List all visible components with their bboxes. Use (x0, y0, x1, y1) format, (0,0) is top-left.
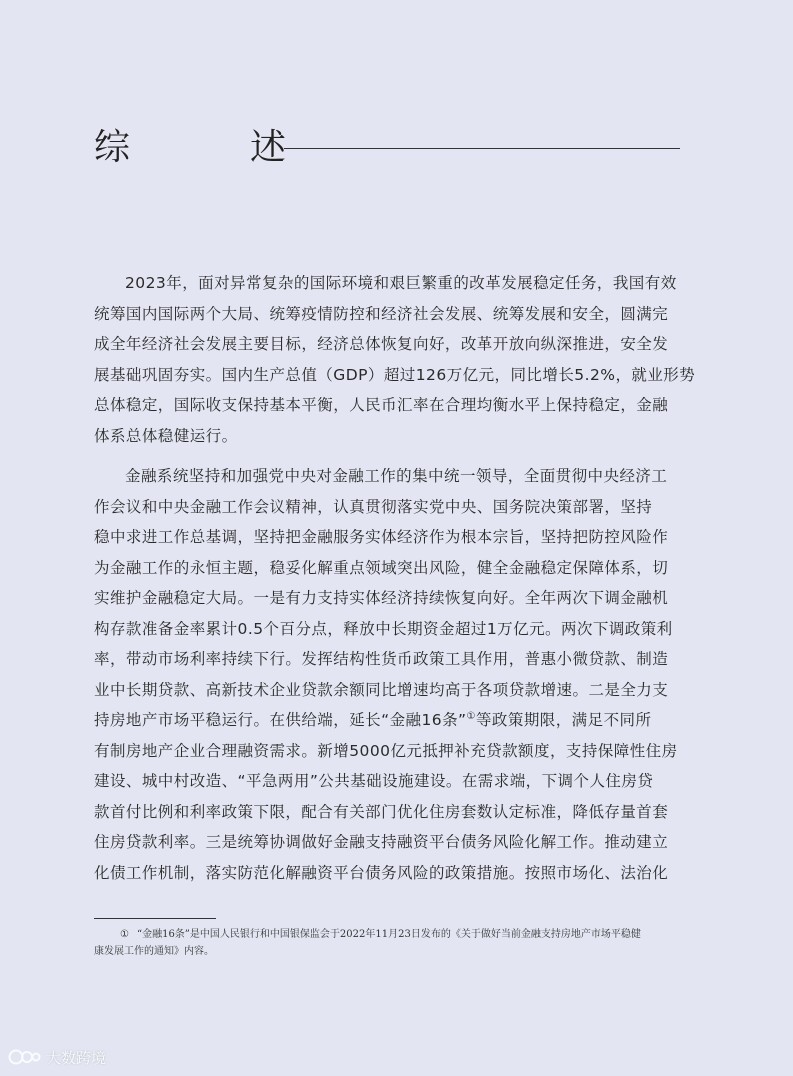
paragraph-line: 款首付比例和利率政策下限，配合有关部门优化住房套数认定标准，降低存量首套 (94, 802, 669, 821)
watermark-logo-icon (8, 1046, 42, 1068)
paragraph-line: 稳中求进工作总基调，坚持把金融服务实体经济作为根本宗旨，坚持把防控风险作 (94, 528, 669, 546)
footnote-rule (94, 918, 216, 919)
paragraph-line: 实维护金融稳定大局。一是有力支持实体经济持续恢复向好。全年两次下调金融机 (94, 589, 669, 607)
title-rule (284, 148, 680, 149)
paragraph-line: 化债工作机制，落实防范化解融资平台债务风险的政策措施。按照市场化、法治化 (94, 863, 669, 882)
footnote-marker[interactable]: ① (466, 710, 476, 722)
paragraph-2 (94, 461, 694, 888)
paragraph-line: 为金融工作的永恒主题，稳妥化解重点领域突出风险，健全金融稳定保障体系，切 (94, 558, 669, 577)
paragraph-line: 统筹国内国际两个大局、统筹疫情防控和经济社会发展、统筹发展和安全，圆满完 (94, 304, 669, 323)
paragraph-line (94, 705, 694, 736)
line-text: 持房地产市场平稳运行。在供给端，延长“金融16条” (94, 711, 467, 729)
paragraph-line: 2023年，面对异常复杂的国际环境和艰巨繁重的改革发展稳定任务，我国有效 (125, 274, 677, 292)
watermark (8, 1046, 106, 1068)
paragraph-line: 金融系统坚持和加强党中央对金融工作的集中统一领导，全面贯彻中央经济工 (125, 467, 668, 485)
footnote (94, 926, 694, 960)
paragraph-line: 住房贷款利率。三是统筹协调做好金融支持融资平台债务风险化解工作。推动建立 (94, 833, 669, 851)
paragraph-line: 展基础巩固夯实。国内生产总值（GDP）超过126万亿元，同比增长5.2%，就业形势 (94, 365, 696, 384)
watermark-text: 大数跨境 (46, 1048, 107, 1067)
paragraph-1 (94, 268, 694, 451)
line-text: 等政策期限，满足不同所 (475, 711, 652, 729)
paragraph-line: 有制房地产企业合理融资需求。新增5000亿元抵押补充贷款额度，支持保障性住房 (94, 741, 678, 760)
footnote-number: ① (120, 929, 129, 940)
paragraph-line: 成全年经济社会发展主要目标，经济总体恢复向好，改革开放向纵深推进，安全发 (94, 335, 669, 353)
footnote-line (94, 926, 694, 943)
footnote-line: 康发展工作的通知》内容。 (94, 946, 214, 957)
paragraph-line: 体系总体稳健运行。 (94, 426, 238, 445)
paragraph-line: 业中长期贷款、高新技术企业贷款余额同比增速均高于各项贷款增速。二是全力支 (94, 680, 669, 699)
paragraph-line: 总体稳定，国际收支保持基本平衡，人民币汇率在合理均衡水平上保持稳定，金融 (94, 396, 669, 414)
paragraph-line: 作会议和中央金融工作会议精神，认真贯彻落实党中央、国务院决策部署，坚持 (94, 497, 653, 516)
page-title: 综 述 (94, 127, 329, 168)
paragraph-line: 率，带动市场利率持续下行。发挥结构性货币政策工具作用，普惠小微贷款、制造 (94, 650, 669, 668)
footnote-text: “金融16条”是中国人民银行和中国银保监会于2022年11月23日发布的《关于做好当前金融支持房地产市场平稳健 (136, 929, 641, 940)
body-text (94, 268, 694, 898)
paragraph-line: 建设、城中村改造、“平急两用”公共基础设施建设。在需求端，下调个人住房贷 (94, 772, 654, 790)
paragraph-line: 构存款准备金率累计0.5个百分点，释放中长期资金超过1万亿元。两次下调政策利 (94, 619, 673, 638)
